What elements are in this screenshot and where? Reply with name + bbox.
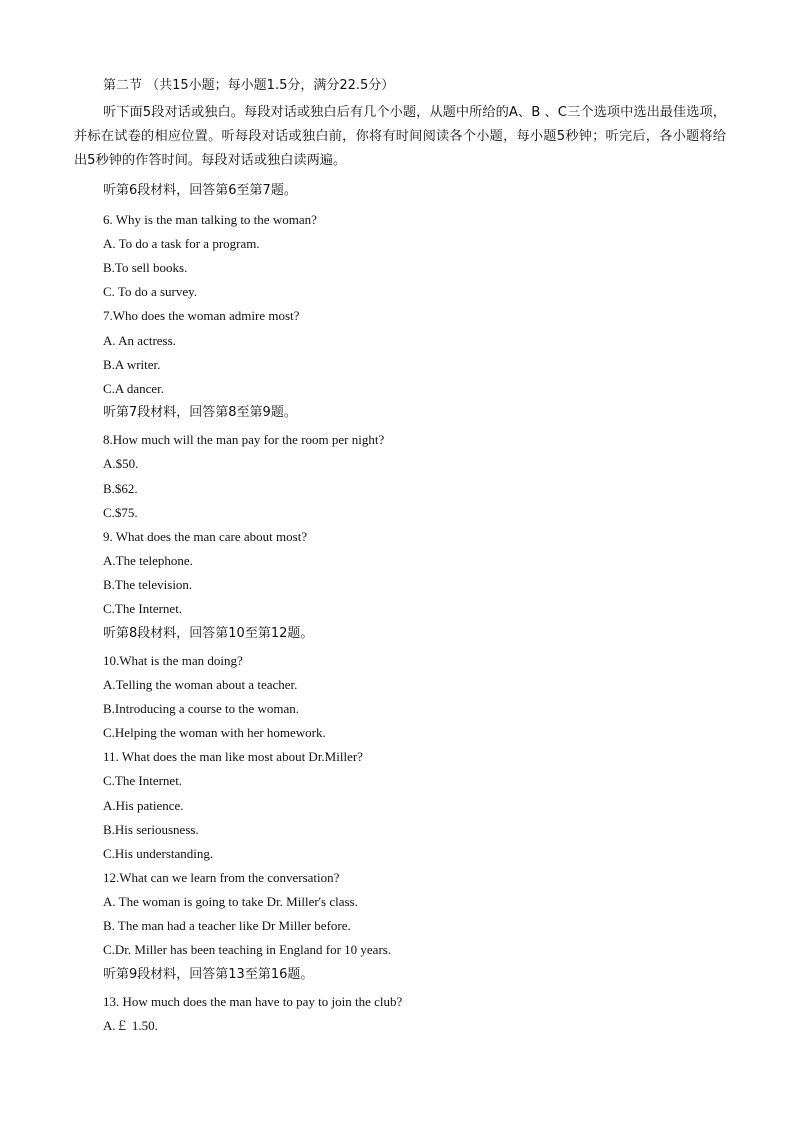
answer-option: A.$50. [103,456,139,471]
question-text: 10.What is the man doing? [103,653,243,668]
question-text: 8.How much will the man pay for the room per night? [103,432,385,447]
answer-option: B.A writer. [103,357,161,372]
answer-option: B.$62. [103,481,138,496]
answer-option: B.Introducing a course to the woman. [103,701,300,716]
answer-option: A.￡ 1.50. [103,1018,158,1033]
question-text: 12.What can we learn from the conversation? [103,870,340,885]
question-text: 11. What does the man like most about Dr.Miller? [103,749,363,764]
answer-option: C.Helping the woman with her homework. [103,725,326,740]
answer-option: C.The Internet. [103,601,183,616]
answer-option: B.His seriousness. [103,822,199,837]
answer-option: C. To do a survey. [103,284,198,299]
question-text: 7.Who does the woman admire most? [103,308,300,323]
answer-option: B.To sell books. [103,260,188,275]
section-listening-label: 听第8段材料，回答第10至第12题。 [103,626,314,641]
answer-option: C.The Internet. [103,773,183,788]
section-listening-label: 听第6段材料，回答第6至第7题。 [103,183,297,198]
section-heading: 第二节 （共15小题；每小题1.5分，满分22.5分） [103,78,395,93]
answer-option: B.The television. [103,577,193,592]
answer-option: A.His patience. [103,798,184,813]
answer-option: C.A dancer. [103,381,165,396]
answer-option: C.Dr. Miller has been teaching in England for 10 years. [103,942,392,957]
question-text: 13. How much does the man have to pay to join the club? [103,994,403,1009]
question-text: 6. Why is the man talking to the woman? [103,212,317,227]
answer-option: A.Telling the woman about a teacher. [103,677,298,692]
answer-option: A. The woman is going to take Dr. Miller's class. [103,894,358,909]
answer-option: A.The telephone. [103,553,193,568]
section-instructions: 听下面5段对话或独白。每段对话或独白后有几个小题，从题中所给的A、B 、C三个选项中选出最佳选项，并标在试卷的相应位置。听每段对话或独白前，你将有时间阅读各个小题，每小题5秒钟；听完后，各小题将给出5秒钟的作答时间。每段对话或独白读两遍。 [74,105,726,168]
section-listening-label: 听第7段材料，回答第8至第9题。 [103,405,297,420]
answer-option: A. To do a task for a program. [103,236,260,251]
section-listening-label: 听第9段材料，回答第13至第16题。 [103,967,314,982]
answer-option: A. An actress. [103,333,176,348]
answer-option: C.$75. [103,505,138,520]
answer-option: B. The man had a teacher like Dr Miller before. [103,918,351,933]
answer-option: C.His understanding. [103,846,214,861]
question-text: 9. What does the man care about most? [103,529,308,544]
